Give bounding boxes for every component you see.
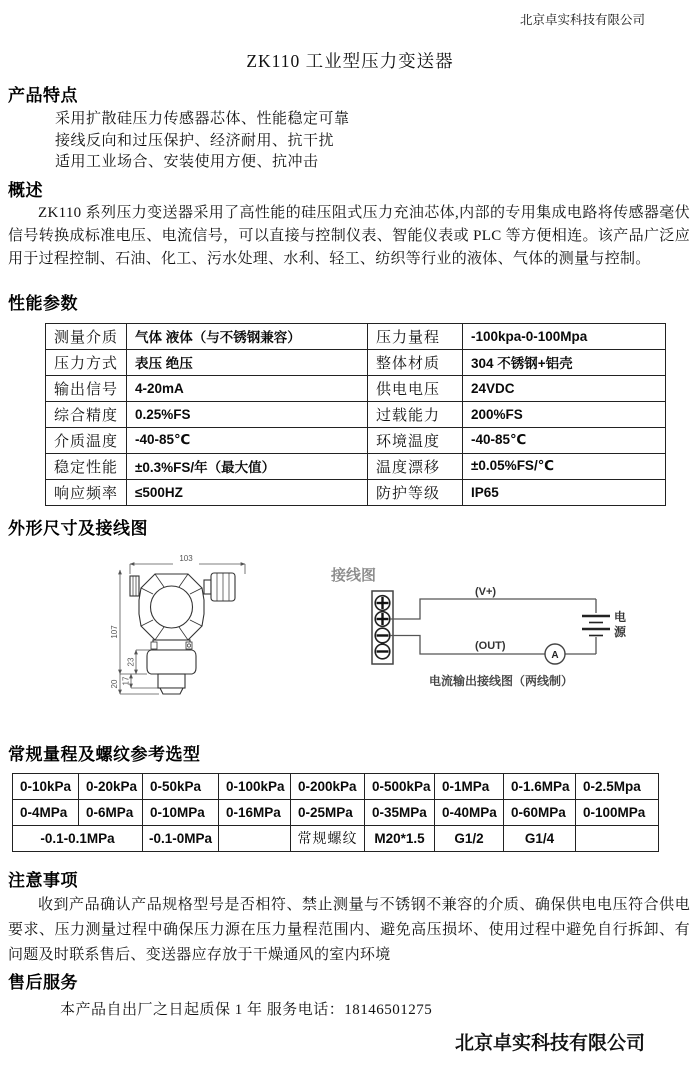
spec-label: 供电电压 bbox=[368, 375, 463, 401]
range-cell: 0-200kPa bbox=[291, 773, 365, 799]
table-row bbox=[46, 323, 666, 349]
table-row bbox=[13, 825, 659, 851]
range-cell: 0-2.5Mpa bbox=[576, 773, 659, 799]
range-cell: 0-40MPa bbox=[435, 799, 504, 825]
power-label-char2: 源 bbox=[614, 624, 627, 639]
feature-item: 采用扩散硅压力传感器芯体、性能稳定可靠 bbox=[55, 111, 350, 127]
ammeter-label: A bbox=[551, 649, 559, 661]
spec-label: 过载能力 bbox=[368, 401, 463, 427]
table-row bbox=[46, 401, 666, 427]
spec-table bbox=[45, 323, 666, 506]
drawing-area bbox=[0, 550, 700, 732]
table-row bbox=[13, 773, 659, 799]
section-heading-overview: 概述 bbox=[8, 180, 43, 200]
section-heading-service: 售后服务 bbox=[8, 972, 78, 992]
terminal-block bbox=[372, 591, 393, 664]
range-cell: 0-1MPa bbox=[435, 773, 504, 799]
dim-label-20: 20 bbox=[110, 679, 119, 688]
transmitter-outline bbox=[130, 573, 235, 694]
spec-value: IP65 bbox=[463, 479, 666, 505]
table-row bbox=[13, 799, 659, 825]
section-heading-dimensions-wiring: 外形尺寸及接线图 bbox=[8, 518, 148, 538]
dim-label-107: 107 bbox=[110, 624, 119, 639]
section-heading-ranges: 常规量程及螺纹参考选型 bbox=[8, 744, 201, 764]
thread-cell bbox=[576, 825, 659, 851]
warranty-service-line: 本产品自出厂之日起质保 1 年 服务电话：18146501275 bbox=[60, 1001, 433, 1018]
out-label: (OUT) bbox=[475, 639, 506, 652]
spec-value: 4-20mA bbox=[127, 375, 368, 401]
notes-paragraph: 收到产品确认产品规格型号是否相符、禁止测量与不锈钢不兼容的介质、确保供电电压符合供电要求、压力测量过程中确保压力源在压力量程范围内、避免高压损坏、使用过程中避免自行拆卸、有问题及时联系售后、变送器应存放于干燥通风的室内环境 bbox=[8, 896, 690, 963]
spec-label: 压力方式 bbox=[46, 349, 127, 375]
range-cell: 0-50kPa bbox=[143, 773, 219, 799]
range-cell: 0-4MPa bbox=[13, 799, 79, 825]
range-cell: 0-100MPa bbox=[576, 799, 659, 825]
table-row bbox=[46, 427, 666, 453]
feature-item: 适用工业场合、安装使用方便、抗冲击 bbox=[55, 154, 319, 170]
range-cell: 0-35MPa bbox=[365, 799, 435, 825]
spec-value: -100kpa-0-100Mpa bbox=[463, 323, 666, 349]
spec-value: 304 不锈钢+铝壳 bbox=[463, 349, 666, 375]
battery-icon bbox=[582, 616, 610, 636]
wiring-diagram-label: 接线图 bbox=[331, 566, 377, 584]
dim-label-103: 103 bbox=[179, 553, 193, 563]
spec-value: ≤500HZ bbox=[127, 479, 368, 505]
range-table bbox=[12, 773, 659, 852]
thread-header-cell: 常规螺纹 bbox=[291, 825, 365, 851]
spec-value: 气体 液体（与不锈钢兼容） bbox=[127, 323, 368, 349]
spec-label: 压力量程 bbox=[368, 323, 463, 349]
spec-label: 整体材质 bbox=[368, 349, 463, 375]
spec-label: 稳定性能 bbox=[46, 453, 127, 479]
wiring-caption: 电流输出接线图（两线制） bbox=[429, 673, 574, 688]
range-cell: 0-6MPa bbox=[79, 799, 143, 825]
range-cell: -0.1-0.1MPa bbox=[13, 825, 143, 851]
spec-value: 0.25%FS bbox=[127, 401, 368, 427]
feature-list bbox=[0, 109, 700, 174]
company-name-footer: 北京卓实科技有限公司 bbox=[454, 1032, 645, 1054]
spec-label: 测量介质 bbox=[46, 323, 127, 349]
spec-value: -40-85℃ bbox=[463, 427, 666, 453]
table-row bbox=[46, 479, 666, 505]
range-cell: -0.1-0MPa bbox=[143, 825, 219, 851]
range-cell bbox=[219, 825, 291, 851]
range-cell: 0-25MPa bbox=[291, 799, 365, 825]
range-cell: 0-60MPa bbox=[504, 799, 576, 825]
thread-cell: G1/4 bbox=[504, 825, 576, 851]
range-cell: 0-10MPa bbox=[143, 799, 219, 825]
spec-value: -40-85℃ bbox=[127, 427, 368, 453]
table-row bbox=[46, 375, 666, 401]
overview-paragraph: ZK110 系列压力变送器采用了高性能的硅压阻式压力充油芯体,内部的专用集成电路将传感器毫伏信号转换成标准电压、电流信号，可以直接与控制仪表、智能仪表或 PLC 等方便相连。该产品广泛应用于过程控制、石油、化工、污水处理、水利、轻工、纺织等行业的液体、气体的测量与控制。 bbox=[8, 204, 690, 267]
spec-value: 表压 绝压 bbox=[127, 349, 368, 375]
range-cell: 0-500kPa bbox=[365, 773, 435, 799]
section-heading-features: 产品特点 bbox=[8, 86, 78, 105]
wiring-diagram bbox=[323, 558, 691, 696]
power-label-char1: 电 bbox=[614, 609, 627, 624]
company-name-header: 北京卓实科技有限公司 bbox=[519, 13, 645, 27]
table-row bbox=[46, 349, 666, 375]
spec-value: ±0.3%FS/年（最大值） bbox=[127, 453, 368, 479]
spec-label: 输出信号 bbox=[46, 375, 127, 401]
spec-value: 200%FS bbox=[463, 401, 666, 427]
range-cell: 0-100kPa bbox=[219, 773, 291, 799]
spec-label: 响应频率 bbox=[46, 479, 127, 505]
range-cell: 0-16MPa bbox=[219, 799, 291, 825]
range-cell: 0-1.6MPa bbox=[504, 773, 576, 799]
feature-item: 接线反向和过压保护、经济耐用、抗干扰 bbox=[55, 132, 335, 149]
spec-label: 环境温度 bbox=[368, 427, 463, 453]
thread-cell: G1/2 bbox=[435, 825, 504, 851]
section-heading-notes: 注意事项 bbox=[8, 870, 78, 890]
dimension-drawing bbox=[107, 550, 265, 732]
spec-value: 24VDC bbox=[463, 375, 666, 401]
spec-label: 温度漂移 bbox=[368, 453, 463, 479]
spec-value: ±0.05%FS/℃ bbox=[463, 453, 666, 479]
spec-label: 综合精度 bbox=[46, 401, 127, 427]
spec-label: 防护等级 bbox=[368, 479, 463, 505]
vplus-label: (V+) bbox=[475, 585, 497, 598]
table-row bbox=[46, 453, 666, 479]
range-cell: 0-20kPa bbox=[79, 773, 143, 799]
thread-cell: M20*1.5 bbox=[365, 825, 435, 851]
dim-label-17: 17 bbox=[121, 676, 131, 685]
range-cell: 0-10kPa bbox=[13, 773, 79, 799]
page-title: ZK110 工业型压力变送器 bbox=[246, 51, 454, 71]
dim-label-23: 23 bbox=[126, 657, 136, 666]
spec-label: 介质温度 bbox=[46, 427, 127, 453]
section-heading-specs: 性能参数 bbox=[8, 293, 78, 313]
